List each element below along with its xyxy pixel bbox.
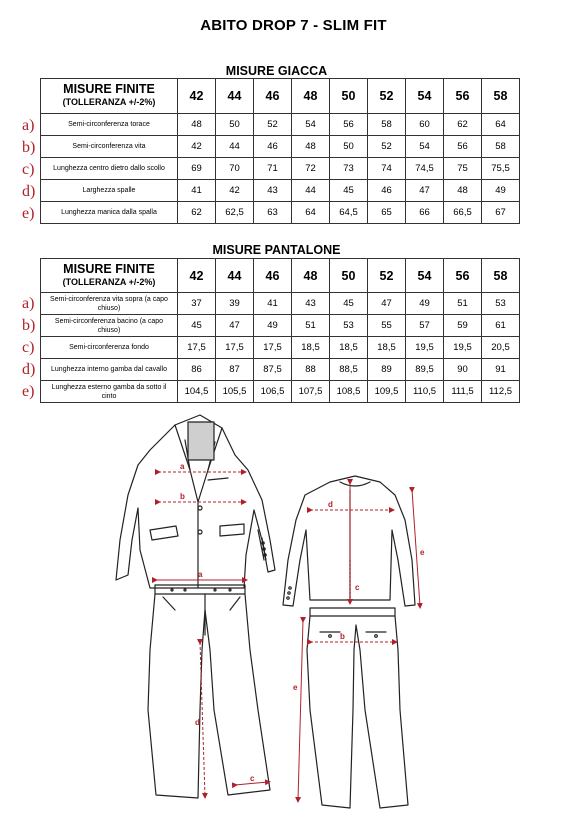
pants-size-table <box>40 258 520 403</box>
jacket-measure-value: 65 <box>368 202 406 224</box>
pants-measure-value: 110,5 <box>406 381 444 403</box>
jacket-measure-value: 60 <box>406 114 444 136</box>
jacket-measure-value: 47 <box>406 180 444 202</box>
jacket-measure-value: 48 <box>292 136 330 158</box>
jacket-measure-value: 58 <box>482 136 520 158</box>
jacket-measure-value: 56 <box>330 114 368 136</box>
jacket-size-header: 56 <box>444 79 482 114</box>
jacket-measure-value: 42 <box>178 136 216 158</box>
jacket-measure-value: 44 <box>216 136 254 158</box>
jacket-measure-value: 52 <box>368 136 406 158</box>
pants-table-row <box>41 315 520 337</box>
pants-table-row <box>41 359 520 381</box>
pants-size-header: 42 <box>178 259 216 293</box>
jacket-measure-value: 62 <box>444 114 482 136</box>
jacket-size-header: 44 <box>216 79 254 114</box>
pants-measure-value: 41 <box>254 293 292 315</box>
jacket-size-header: 46 <box>254 79 292 114</box>
pants-header-main: MISURE FINITE <box>63 261 155 276</box>
pants-measure-value: 106,5 <box>254 381 292 403</box>
pants-row-letter: b) <box>22 317 36 334</box>
jacket-measure-value: 71 <box>254 158 292 180</box>
pants-measure-value: 87 <box>216 359 254 381</box>
jacket-measure-value: 46 <box>368 180 406 202</box>
pants-measure-label: Lunghezza interno gamba dal cavallo <box>41 359 178 381</box>
pants-measure-value: 91 <box>482 359 520 381</box>
pants-header-sub: (TOLLERANZA +/-2%) <box>62 276 156 287</box>
pants-measure-value: 111,5 <box>444 381 482 403</box>
pants-label-d: d <box>195 718 200 727</box>
pants-measure-value: 20,5 <box>482 337 520 359</box>
pants-row-letter: a) <box>22 295 35 312</box>
pants-measure-value: 61 <box>482 315 520 337</box>
pants-measure-label: Semi-circonferenza vita sopra (a capo chiuso) <box>41 293 178 315</box>
jacket-measure-value: 42 <box>216 180 254 202</box>
jacket-table-row <box>41 136 520 158</box>
pants-size-header: 46 <box>254 259 292 293</box>
pants-measure-value: 18,5 <box>368 337 406 359</box>
pants-measure-value: 57 <box>406 315 444 337</box>
pants-section-title: MISURE PANTALONE <box>212 243 341 257</box>
suit-technical-drawing <box>0 410 587 820</box>
pants-measure-value: 19,5 <box>444 337 482 359</box>
pants-size-header: 44 <box>216 259 254 293</box>
pants-measure-label: Semi-circonferenza fondo <box>41 337 178 359</box>
pants-measure-value: 88 <box>292 359 330 381</box>
pants-measure-value: 88,5 <box>330 359 368 381</box>
jacket-label-a: a <box>180 462 185 471</box>
jacket-measure-value: 64 <box>482 114 520 136</box>
jacket-measure-value: 69 <box>178 158 216 180</box>
jacket-size-header: 42 <box>178 79 216 114</box>
back-label-e: e <box>420 548 425 557</box>
jacket-header-main: MISURE FINITE <box>63 82 155 96</box>
jacket-measure-value: 50 <box>216 114 254 136</box>
jacket-measure-value: 50 <box>330 136 368 158</box>
pants-measure-value: 109,5 <box>368 381 406 403</box>
pants-measure-value: 49 <box>254 315 292 337</box>
pants-table-row <box>41 293 520 315</box>
jacket-measure-label: Semi-circonferenza vita <box>41 136 178 158</box>
pants-size-header: 58 <box>482 259 520 293</box>
back-label-d: d <box>328 500 333 509</box>
pants-size-header: 56 <box>444 259 482 293</box>
jacket-table-row <box>41 202 520 224</box>
pants-measure-value: 108,5 <box>330 381 368 403</box>
pants-measure-value: 89,5 <box>406 359 444 381</box>
pants-header-row <box>41 259 520 293</box>
pants-measure-label: Lunghezza esterno gamba da sotto il cinto <box>41 381 178 403</box>
jacket-measure-value: 62,5 <box>216 202 254 224</box>
jacket-measure-value: 67 <box>482 202 520 224</box>
jacket-measure-value: 75,5 <box>482 158 520 180</box>
pants-row-letter: e) <box>22 383 35 400</box>
jacket-row-letters <box>22 115 40 225</box>
jacket-measure-value: 66,5 <box>444 202 482 224</box>
pants-measure-value: 107,5 <box>292 381 330 403</box>
pants-measure-value: 49 <box>406 293 444 315</box>
pants-measure-value: 90 <box>444 359 482 381</box>
jacket-row-letter: a) <box>22 117 35 134</box>
pants-label-a: a <box>198 570 203 579</box>
back-label-c: c <box>355 583 360 592</box>
pants-header-cell <box>41 259 178 293</box>
pants-measure-value: 18,5 <box>292 337 330 359</box>
jacket-measure-value: 75 <box>444 158 482 180</box>
pants-table-row <box>41 381 520 403</box>
jacket-label-b: b <box>180 492 185 501</box>
page-title: ABITO DROP 7 - SLIM FIT <box>200 17 387 34</box>
pants-measure-value: 104,5 <box>178 381 216 403</box>
jacket-table-row <box>41 158 520 180</box>
jacket-measure-label: Lunghezza centro dietro dallo scollo <box>41 158 178 180</box>
pants-measure-value: 45 <box>178 315 216 337</box>
jacket-measure-value: 70 <box>216 158 254 180</box>
jacket-measure-value: 41 <box>178 180 216 202</box>
jacket-measure-value: 54 <box>292 114 330 136</box>
jacket-measure-value: 48 <box>178 114 216 136</box>
jacket-measure-label: Semi-circonferenza torace <box>41 114 178 136</box>
jacket-row-letter: d) <box>22 183 36 200</box>
pants-label-b: b <box>340 632 345 641</box>
jacket-measure-label: Lunghezza manica dalla spalla <box>41 202 178 224</box>
pants-label-c: c <box>250 774 255 783</box>
pants-measure-value: 53 <box>482 293 520 315</box>
pants-measure-value: 87,5 <box>254 359 292 381</box>
pants-measure-value: 39 <box>216 293 254 315</box>
jacket-table-row <box>41 114 520 136</box>
pants-measure-value: 55 <box>368 315 406 337</box>
pants-measure-value: 53 <box>330 315 368 337</box>
pants-measure-value: 18,5 <box>330 337 368 359</box>
pants-row-letter: d) <box>22 361 36 378</box>
pants-size-header: 50 <box>330 259 368 293</box>
jacket-measure-value: 64 <box>292 202 330 224</box>
jacket-size-header: 48 <box>292 79 330 114</box>
pants-measure-value: 45 <box>330 293 368 315</box>
jacket-row-letter: c) <box>22 161 35 178</box>
pants-measure-value: 17,5 <box>178 337 216 359</box>
jacket-row-letter: e) <box>22 205 35 222</box>
jacket-measure-label: Larghezza spalle <box>41 180 178 202</box>
pants-measure-value: 51 <box>444 293 482 315</box>
pants-measure-value: 17,5 <box>216 337 254 359</box>
jacket-measure-value: 74 <box>368 158 406 180</box>
jacket-measure-value: 58 <box>368 114 406 136</box>
pants-size-header: 54 <box>406 259 444 293</box>
jacket-back-drawing <box>283 476 415 606</box>
pants-measure-value: 47 <box>368 293 406 315</box>
jacket-measure-value: 44 <box>292 180 330 202</box>
jacket-measure-value: 66 <box>406 202 444 224</box>
pants-measure-value: 19,5 <box>406 337 444 359</box>
jacket-measure-value: 64,5 <box>330 202 368 224</box>
measurement-lines <box>155 472 420 800</box>
jacket-measure-value: 72 <box>292 158 330 180</box>
pants-row-letter: c) <box>22 339 35 356</box>
jacket-measure-value: 45 <box>330 180 368 202</box>
pants-measure-value: 112,5 <box>482 381 520 403</box>
jacket-header-row <box>41 79 520 114</box>
pants-size-header: 52 <box>368 259 406 293</box>
jacket-section-title: MISURE GIACCA <box>225 64 328 78</box>
jacket-measure-value: 48 <box>444 180 482 202</box>
pants-measure-value: 37 <box>178 293 216 315</box>
pants-front-drawing <box>148 585 270 798</box>
jacket-header-cell <box>41 79 178 114</box>
pants-size-header: 48 <box>292 259 330 293</box>
jacket-size-table <box>40 78 520 224</box>
pants-measure-value: 43 <box>292 293 330 315</box>
pants-measure-value: 86 <box>178 359 216 381</box>
pants-measure-value: 47 <box>216 315 254 337</box>
jacket-header-sub: (TOLLERANZA +/-2%) <box>62 97 156 107</box>
jacket-measure-value: 63 <box>254 202 292 224</box>
jacket-measure-value: 62 <box>178 202 216 224</box>
jacket-measure-value: 43 <box>254 180 292 202</box>
pants-measure-value: 59 <box>444 315 482 337</box>
pants-measure-label: Semi-circonferenza bacino (a capo chiuso) <box>41 315 178 337</box>
jacket-row-letter: b) <box>22 139 36 156</box>
pants-measure-value: 17,5 <box>254 337 292 359</box>
pants-row-letters <box>22 293 40 403</box>
jacket-size-header: 54 <box>406 79 444 114</box>
pants-measure-value: 105,5 <box>216 381 254 403</box>
jacket-table-row <box>41 180 520 202</box>
pants-back-drawing <box>307 608 408 808</box>
pants-label-e: e <box>293 683 298 692</box>
pants-measure-value: 51 <box>292 315 330 337</box>
pants-measure-value: 89 <box>368 359 406 381</box>
jacket-measure-value: 74,5 <box>406 158 444 180</box>
jacket-measure-value: 52 <box>254 114 292 136</box>
jacket-measure-value: 46 <box>254 136 292 158</box>
jacket-size-header: 58 <box>482 79 520 114</box>
jacket-measure-value: 54 <box>406 136 444 158</box>
jacket-size-header: 50 <box>330 79 368 114</box>
jacket-measure-value: 73 <box>330 158 368 180</box>
pants-table-row <box>41 337 520 359</box>
jacket-measure-value: 49 <box>482 180 520 202</box>
jacket-measure-value: 56 <box>444 136 482 158</box>
jacket-size-header: 52 <box>368 79 406 114</box>
